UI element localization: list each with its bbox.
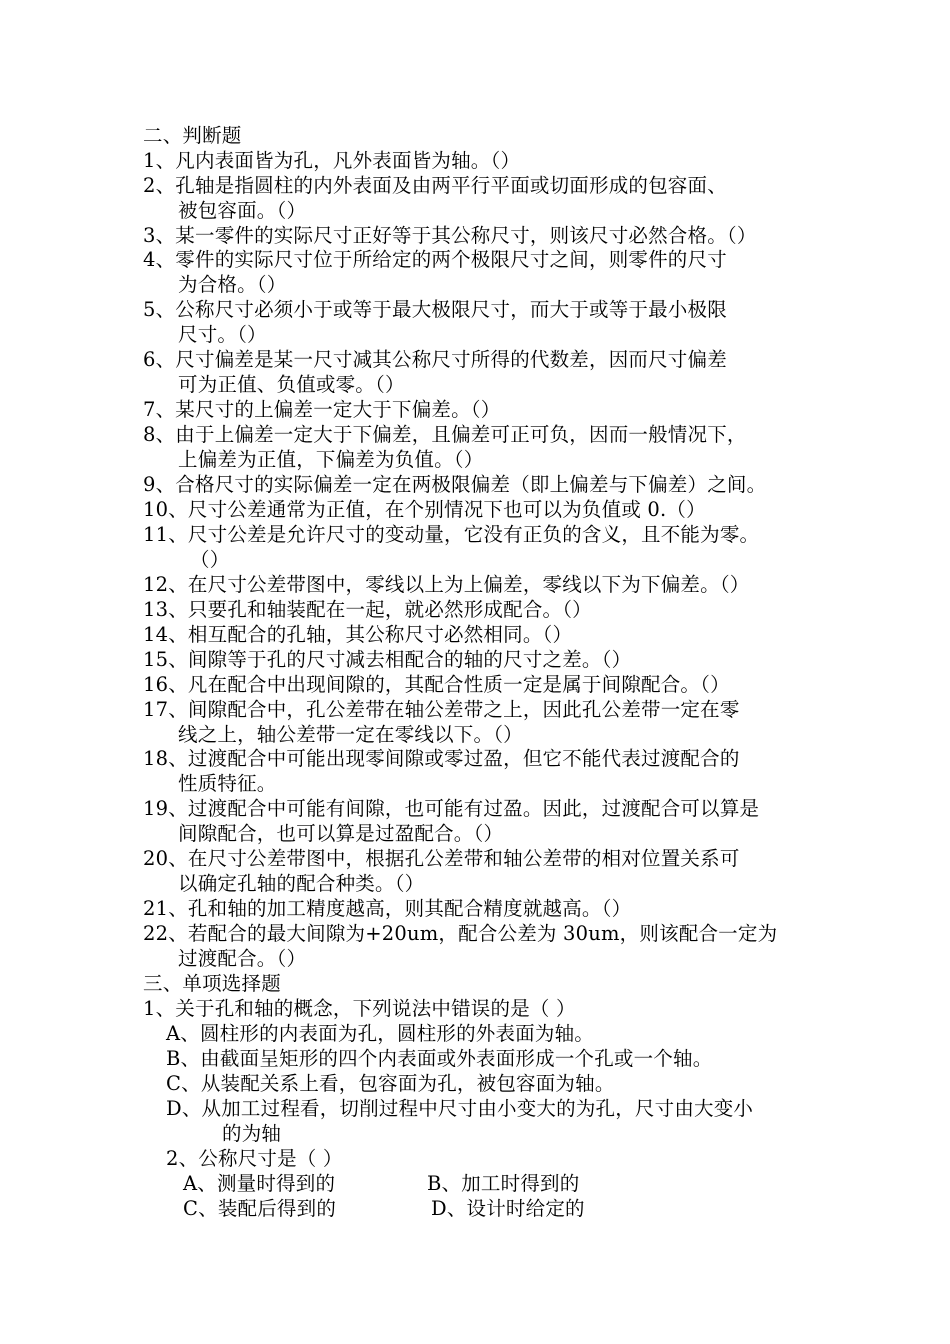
judgment-line: 间隙配合，也可以算是过盈配合。（） (178, 822, 504, 845)
judgment-line: 17、间隙配合中，孔公差带在轴公差带之上，因此孔公差带一定在零 (143, 698, 740, 721)
judgment-line: 10、尺寸公差通常为正值，在个别情况下也可以为负值或 0.（） (143, 498, 706, 521)
judgment-line: 15、间隙等于孔的尺寸减去相配合的轴的尺寸之差。（） (143, 648, 632, 671)
judgment-line: 2、孔轴是指圆柱的内外表面及由两平行平面或切面形成的包容面、 (143, 174, 727, 197)
judgment-line: 9、合格尺寸的实际偏差一定在两极限偏差（即上偏差与下偏差）之间。 (143, 473, 767, 496)
option-d: D、从加工过程看，切削过程中尺寸由小变大的为孔，尺寸由大变小 (166, 1097, 754, 1120)
option-b: B、由截面呈矩形的四个内表面或外表面形成一个孔或一个轴。 (166, 1047, 713, 1070)
judgment-line: 可为正值、负值或零。（） (178, 373, 405, 396)
section-heading-choice: 三、单项选择题 (143, 972, 281, 995)
judgment-line: 6、尺寸偏差是某一尺寸减其公称尺寸所得的代数差，因而尺寸偏差 (143, 348, 727, 371)
judgment-line: 21、孔和轴的加工精度越高，则其配合精度就越高。（） (143, 897, 632, 920)
option-c: C、从装配关系上看，包容面为孔，被包容面为轴。 (166, 1072, 615, 1095)
judgment-line: 以确定孔轴的配合种类。（） (178, 872, 425, 895)
judgment-line: 线之上，轴公差带一定在零线以下。（） (178, 723, 523, 746)
judgment-line: 18、过渡配合中可能出现零间隙或零过盈，但它不能代表过渡配合的 (143, 747, 740, 770)
option-a: A、圆柱形的内表面为孔，圆柱形的外表面为轴。 (166, 1022, 594, 1045)
judgment-line: 过渡配合。（） (178, 947, 307, 970)
judgment-line: 19、过渡配合中可能有间隙，也可能有过盈。因此，过渡配合可以算是 (143, 797, 760, 820)
judgment-line: 14、相互配合的孔轴，其公称尺寸必然相同。（） (143, 623, 573, 646)
judgment-line: 性质特征。 (178, 772, 277, 795)
judgment-line: 被包容面。（） (178, 199, 307, 222)
judgment-line: 13、只要孔和轴装配在一起，就必然形成配合。（） (143, 598, 592, 621)
option-d-continued: 的为轴 (222, 1122, 282, 1145)
judgment-line: 5、公称尺寸必须小于或等于最大极限尺寸，而大于或等于最小极限 (143, 298, 727, 321)
option-b: B、加工时得到的 (427, 1172, 580, 1195)
question-stem: 1、关于孔和轴的概念，下列说法中错误的是（ ） (143, 997, 576, 1020)
judgment-line: 4、零件的实际尺寸位于所给定的两个极限尺寸之间，则零件的尺寸 (143, 248, 727, 271)
judgment-line: 为合格。（） (178, 273, 287, 296)
question-stem: 2、公称尺寸是（ ） (166, 1147, 343, 1170)
option-c: C、装配后得到的 (183, 1197, 337, 1220)
judgment-line: 12、在尺寸公差带图中，零线以上为上偏差，零线以下为下偏差。（） (143, 573, 750, 596)
judgment-line: 8、由于上偏差一定大于下偏差，且偏差可正可负，因而一般情况下， (143, 423, 747, 446)
judgment-line: 20、在尺寸公差带图中，根据孔公差带和轴公差带的相对位置关系可 (143, 847, 740, 870)
judgment-line: 上偏差为正值，下偏差为负值。（） (178, 448, 484, 471)
judgment-line: （） (190, 548, 230, 571)
judgment-line: 11、尺寸公差是允许尺寸的变动量，它没有正负的含义，且不能为零。 (143, 523, 760, 546)
judgment-line: 7、某尺寸的上偏差一定大于下偏差。（） (143, 398, 501, 421)
judgment-line: 22、若配合的最大间隙为+20um，配合公差为 30um，则该配合一定为 (143, 922, 778, 945)
judgment-line: 16、凡在配合中出现间隙的，其配合性质一定是属于间隙配合。（） (143, 673, 730, 696)
judgment-line: 3、某一零件的实际尺寸正好等于其公称尺寸，则该尺寸必然合格。（） (143, 224, 757, 247)
judgment-line: 1、凡内表面皆为孔，凡外表面皆为轴。（） (143, 149, 521, 172)
option-d: D、设计时给定的 (431, 1197, 585, 1220)
judgment-line: 尺寸。（） (178, 323, 267, 346)
option-a: A、测量时得到的 (183, 1172, 336, 1195)
section-heading-judgment: 二、判断题 (143, 124, 242, 147)
